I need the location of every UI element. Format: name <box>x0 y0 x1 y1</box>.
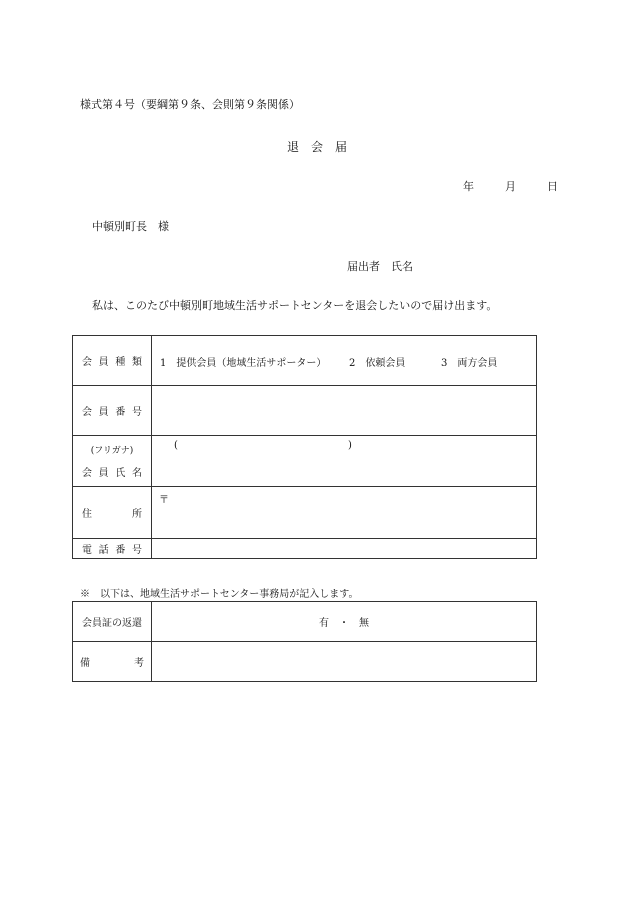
phone-field[interactable] <box>152 539 537 559</box>
furigana-paren-open: ( <box>174 440 178 451</box>
member-name-field[interactable] <box>152 436 537 487</box>
furigana-label: (フリガナ) <box>90 446 134 456</box>
option-requesting-member[interactable]: 2 依頼会員 <box>349 358 406 369</box>
option-both-member[interactable]: 3 両方会員 <box>441 358 498 369</box>
member-name-label: (フリガナ) 会 員 氏 名 <box>73 436 152 487</box>
membership-table <box>72 335 537 559</box>
member-type-label: 会 員 種 類 <box>73 336 152 386</box>
remarks-field[interactable] <box>152 642 537 682</box>
date-day: 日 <box>547 180 558 193</box>
row-remarks <box>73 642 537 682</box>
row-card-return <box>73 602 537 642</box>
statement: 私は、このたび中頓別町地域生活サポートセンターを退会したいので届け出ます。 <box>92 299 498 312</box>
card-return-label: 会員証の返還 <box>73 602 152 642</box>
office-table <box>72 601 537 682</box>
postal-mark: 〒 <box>159 495 169 506</box>
row-member-number <box>73 386 537 436</box>
document-title: 退 会 届 <box>287 140 348 154</box>
office-note: ※ 以下は、地域生活サポートセンター事務局が記入します。 <box>80 589 359 600</box>
date-month: 月 <box>505 180 516 193</box>
row-phone <box>73 539 537 559</box>
date-year: 年 <box>463 180 474 193</box>
phone-label: 電 話 番 号 <box>73 539 152 559</box>
member-type-options <box>152 336 537 386</box>
remarks-label: 備 考 <box>73 642 152 682</box>
applicant-name-label: 届出者 氏名 <box>347 260 413 273</box>
option-provider-member[interactable]: 1 提供会員（地域生活サポーター） <box>160 358 327 369</box>
addressee: 中頓別町長 様 <box>92 220 169 233</box>
form-number: 様式第４号（要綱第９条、会則第９条関係） <box>80 98 300 111</box>
address-field[interactable] <box>152 487 537 539</box>
member-number-label: 会 員 番 号 <box>73 386 152 436</box>
furigana-paren-close: ) <box>348 440 352 451</box>
member-number-field[interactable] <box>152 386 537 436</box>
row-address <box>73 487 537 539</box>
row-member-name <box>73 436 537 487</box>
address-label: 住 所 <box>73 487 152 539</box>
row-member-type <box>73 336 537 386</box>
date-line <box>463 178 558 194</box>
card-return-value[interactable]: 有 ・ 無 <box>152 602 537 642</box>
